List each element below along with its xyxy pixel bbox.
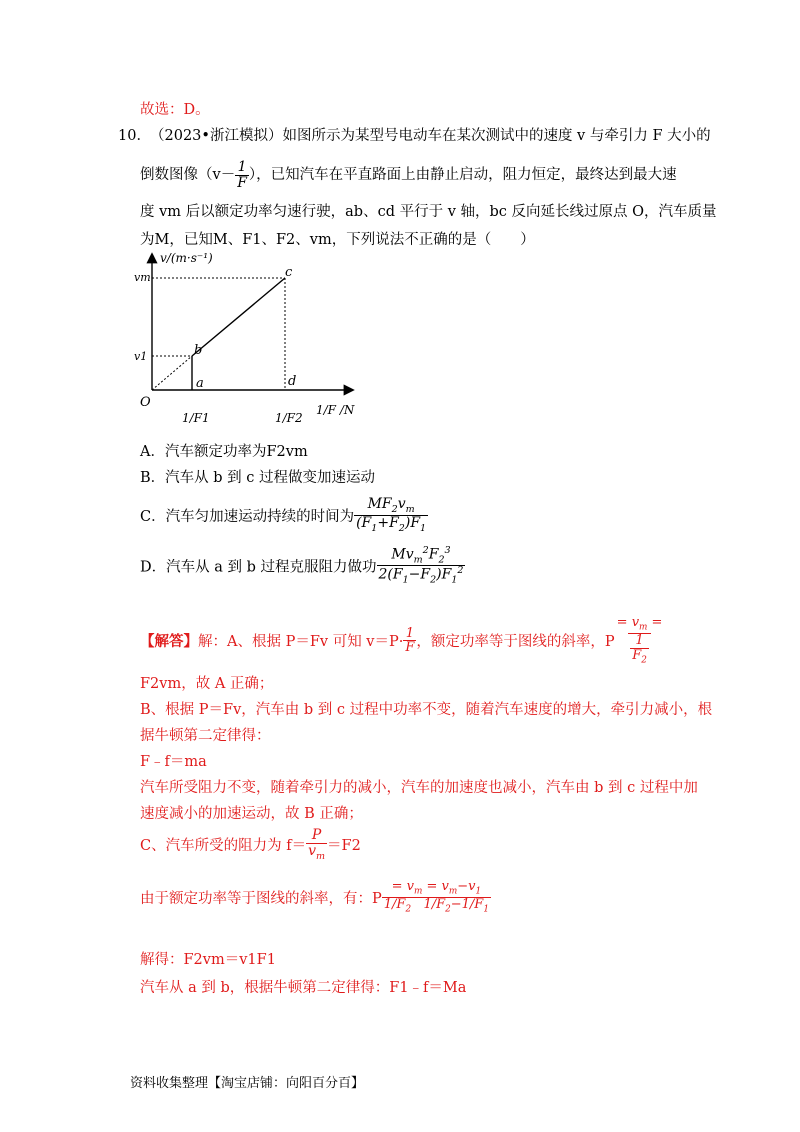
- v1-tick-label: v1: [134, 350, 148, 363]
- footer-note: 资料收集整理【淘宝店铺：向阳百分百】: [130, 1076, 365, 1091]
- solution-line-5: F﹣f＝ma: [140, 754, 207, 770]
- option-c[interactable]: [140, 497, 428, 534]
- solution-line-3: B、根据 P＝Fv，汽车由 b 到 c 过程中功率不变，随着汽车速度的增大，牵引力减小，根: [140, 702, 713, 718]
- origin-label: O: [140, 395, 151, 410]
- option-b[interactable]: B．汽车从 b 到 c 过程做变加速运动: [140, 470, 375, 486]
- slope-equation: $\frac{= v_m = v_m-v_1}{1/F_2 1/F_2-1/F_1}$: [383, 879, 489, 915]
- option-d-text: D．汽车从 a 到 b 过程克服阻力做功: [140, 559, 377, 576]
- y-axis-label: v/(m·s⁻¹): [160, 251, 213, 265]
- point-a-label: a: [196, 376, 204, 391]
- option-d-fraction: $\frac{Mv_m^2F_2^3}{2(F_1-F_2)F_1^2}$: [378, 545, 464, 586]
- question-line-2: [140, 160, 677, 190]
- point-d-label: d: [288, 374, 297, 389]
- slope-fraction: $\frac{= v_m =}{\frac{1}{F_2}}$: [616, 615, 663, 666]
- solution-line-7: 速度减小的加速运动，故 B 正确；: [140, 806, 363, 822]
- option-a[interactable]: A．汽车额定功率为F2vm: [140, 444, 308, 460]
- point-c-label: c: [285, 265, 293, 280]
- option-c-text: C．汽车匀加速运动持续的时间为: [140, 508, 355, 525]
- solution-line-6: 汽车所受阻力不变，随着牵引力的减小，汽车的加速度也减小，汽车由 b 到 c 过程中加: [140, 780, 698, 796]
- friction-fraction: $\frac{P}{v_m}$: [308, 827, 326, 862]
- x-tick-1-label: 1/F1: [182, 411, 210, 425]
- x-axis-label: 1/F /N: [316, 403, 355, 417]
- solution-line-8: [140, 828, 361, 861]
- inverse-f-fraction: $\frac{1}{F}$: [237, 159, 247, 191]
- solution-line-4: 据牛顿第二定律得：: [140, 728, 271, 744]
- solution-line-2: F2vm，故 A 正确；: [140, 676, 274, 692]
- solution-line-1-post: ，额定功率等于图线的斜率，P: [416, 634, 615, 651]
- option-d[interactable]: [140, 546, 465, 586]
- question-number: 10．: [118, 128, 151, 144]
- extension-line: [152, 356, 192, 390]
- velocity-graph: [130, 250, 370, 435]
- bc-segment: [192, 278, 285, 356]
- point-b-label: b: [194, 343, 203, 358]
- question-line-2-pre: 倒数图像（v－: [140, 167, 236, 184]
- solution-line-9-text: 由于额定功率等于图线的斜率，有：P: [140, 890, 382, 907]
- question-line-1: （2023•浙江模拟）如图所示为某型号电动车在某次测试中的速度 v 与牵引力 F 大小的: [150, 128, 711, 144]
- prev-answer: 故选：D。: [140, 102, 210, 118]
- solution-line-8-pre: C、汽车所受的阻力为 f＝: [140, 838, 307, 855]
- solution-line-11: 汽车从 a 到 b，根据牛顿第二定律得：F1﹣f＝Ma: [140, 980, 467, 996]
- solution-line-1-text: 解：A、根据 P＝Fv 可知 v＝P·: [198, 634, 404, 651]
- question-line-3: 度 vm 后以额定功率匀速行驶，ab、cd 平行于 v 轴，bc 反向延长线过原点 O，汽车质量: [140, 204, 717, 220]
- vm-tick-label: vm: [134, 271, 151, 284]
- option-c-fraction: $\frac{MF_2v_m}{(F_1+F_2)F_1}$: [356, 496, 427, 534]
- question-line-4: 为M，已知M、F1、F2、vm，下列说法不正确的是（ ）: [140, 232, 535, 248]
- solution-line-9: [140, 880, 491, 915]
- solution-inverse-f: $\frac{1}{F}$: [405, 625, 415, 656]
- solution-line-1: [140, 616, 664, 665]
- solution-line-8-post: ＝F2: [327, 838, 361, 855]
- solution-tag: 【解答】: [140, 633, 198, 651]
- x-tick-2-label: 1/F2: [275, 411, 303, 425]
- question-line-2-post: ），已知汽车在平直路面上由静止启动，阻力恒定，最终达到最大速: [248, 167, 677, 184]
- solution-line-10: 解得：F2vm＝v1F1: [140, 952, 276, 968]
